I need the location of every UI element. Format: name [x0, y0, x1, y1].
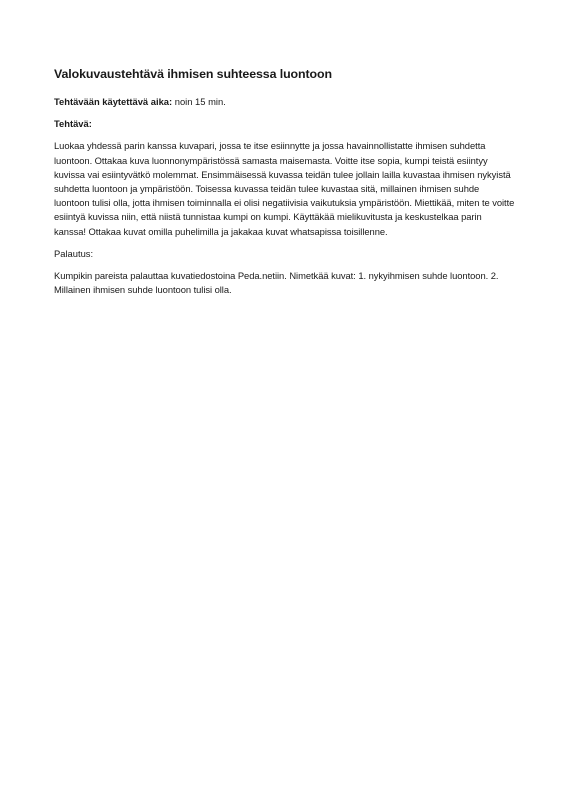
task-paragraph: Luokaa yhdessä parin kanssa kuvapari, jossa te itse esiinnytte ja jossa havainnollistatte ihmisen suhdetta luontoon. Ottakaa kuva luonnonympäristössä samasta maisemasta. Voitte itse sopia, kumpi teistä esiintyy kuvissa vai esiintyvätkö molemmat. Ensimmäisessä kuvassa teidän tulee jollain lailla kuvastaa ihmisen nykyistä suhdetta luontoon ja ympäristöön. Toisessa kuvassa teidän tulee kuvastaa sitä, millainen ihmisen suhde luontoon tulisi olla, jotta ihmisen toiminnalla ei olisi negatiivisia vaikutuksia ympäristöön. Miettikää, miten te voitte esiintyä kuvissa niin, että niistä tunnistaa kumpi on kumpi. Käyttäkää mielikuvitusta ja keskustelkaa parin kanssa! Ottakaa kuvat omilla puhelimilla ja jakakaa kuvat whatsapissa toisillenne.: [54, 140, 515, 237]
task-heading: Tehtävä:: [54, 118, 92, 130]
return-heading: Palautus:: [54, 247, 94, 259]
document-page: [54, 66, 516, 305]
document-title: Valokuvaustehtävä ihmisen suhteessa luontoon: [54, 67, 332, 81]
time-value: noin 15 min.: [172, 96, 226, 107]
time-label: Tehtävään käytettävä aika:: [54, 96, 173, 107]
return-paragraph: Kumpikin pareista palauttaa kuvatiedostoina Peda.netiin. Nimetkää kuvat: 1. nykyihmisen suhde luontoon. 2. Millainen ihmisen suhde luontoon tulisi olla.: [54, 270, 499, 296]
time-line: [54, 95, 516, 109]
